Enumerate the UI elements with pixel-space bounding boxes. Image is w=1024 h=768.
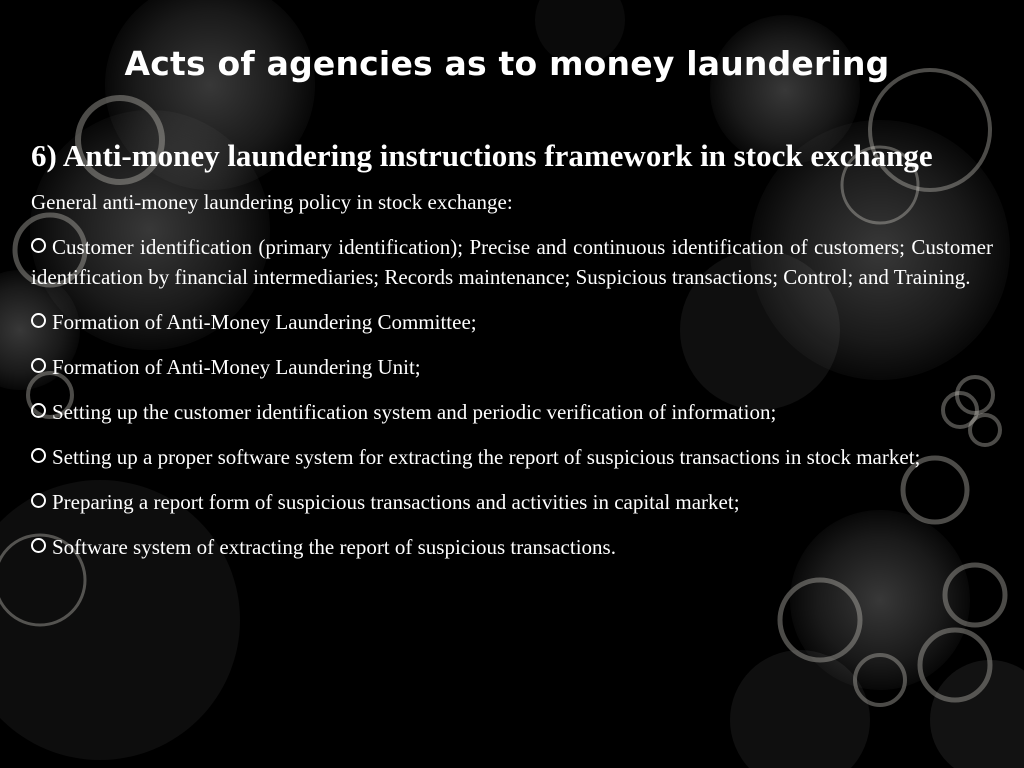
hollow-circle-icon xyxy=(31,313,46,328)
slide-title: Acts of agencies as to money laundering xyxy=(124,44,890,83)
bullet-item xyxy=(31,352,993,382)
bullet-text: Setting up a proper software system for extracting the report of suspicious transactions in stock market; xyxy=(52,445,921,469)
bullet-item xyxy=(31,442,993,472)
bullet-text: Preparing a report form of suspicious transactions and activities in capital market; xyxy=(52,490,740,514)
hollow-circle-icon xyxy=(31,538,46,553)
section-heading: 6) Anti-money laundering instructions framework in stock exchange xyxy=(31,138,933,173)
hollow-circle-icon xyxy=(31,238,46,253)
bullet-item xyxy=(31,397,993,427)
bokeh-circle xyxy=(930,660,1024,768)
bullet-text: Setting up the customer identification system and periodic verification of information; xyxy=(52,400,777,424)
hollow-circle-icon xyxy=(31,358,46,373)
bullet-item xyxy=(31,307,993,337)
bullet-text: Software system of extracting the report of suspicious transactions. xyxy=(52,535,616,559)
bullet-text: Customer identification (primary identification); Precise and continuous identification of customers; Customer identification by financial intermediaries; Records maintenance; Suspicious transactions; Control; and Training. xyxy=(31,235,993,289)
intro-text: General anti-money laundering policy in stock exchange: xyxy=(31,190,513,214)
bullet-item xyxy=(31,487,993,517)
bullet-text: Formation of Anti-Money Laundering Unit; xyxy=(52,355,421,379)
bullet-item xyxy=(31,532,993,562)
hollow-circle-icon xyxy=(31,493,46,508)
bullet-item xyxy=(31,232,993,292)
bullet-text: Formation of Anti-Money Laundering Committee; xyxy=(52,310,477,334)
hollow-circle-icon xyxy=(31,448,46,463)
hollow-circle-icon xyxy=(31,403,46,418)
slide-content xyxy=(31,134,993,577)
